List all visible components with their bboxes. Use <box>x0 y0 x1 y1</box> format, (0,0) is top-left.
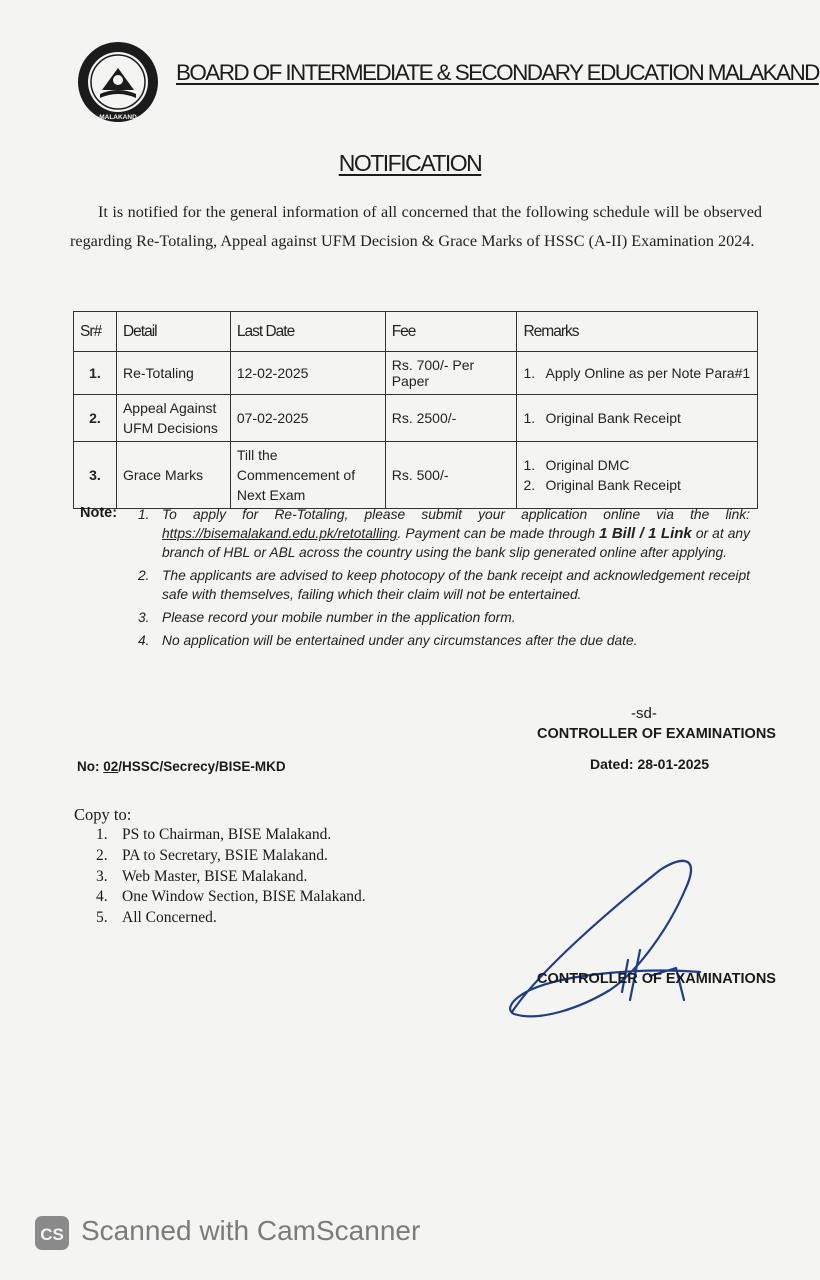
header-sr: Sr# <box>74 312 117 352</box>
remark-line: 1. Apply Online as per Note Para#1 <box>523 365 751 381</box>
cell-detail: Grace Marks <box>116 442 230 509</box>
cell-sr: 2. <box>74 395 117 442</box>
list-item: 5. All Concerned. <box>96 909 217 927</box>
table-row <box>74 395 758 442</box>
retotalling-link[interactable]: https://bisemalakand.edu.pk/retotalling <box>162 526 398 541</box>
note-label: Note: <box>80 505 118 521</box>
table-row <box>74 442 758 509</box>
remark-line: 2. Original Bank Receipt <box>523 477 681 493</box>
cell-fee: Rs. 700/- Per Paper <box>385 352 517 395</box>
copy-to-title: Copy to: <box>74 805 132 824</box>
cell-last-date: 12-02-2025 <box>230 352 385 395</box>
camscanner-logo-letters: CS <box>40 1225 64 1244</box>
dated-label: Dated: 28-01-2025 <box>590 756 710 772</box>
cell-detail: Appeal Against UFM Decisions <box>116 395 230 442</box>
reference-number: No: 02/HSSC/Secrecy/BISE-MKD <box>77 759 286 774</box>
controller-title-signed: CONTROLLER OF EXAMINATIONS <box>537 971 776 987</box>
table-row <box>74 352 758 395</box>
cell-sr: 1. <box>74 352 117 395</box>
header-detail: Detail <box>116 312 230 352</box>
list-item: 4. One Window Section, BISE Malakand. <box>96 888 366 906</box>
sd-mark: -sd- <box>631 705 657 722</box>
cell-remarks <box>517 395 758 442</box>
note-item: 3. Please record your mobile number in the application form. <box>138 610 516 625</box>
cell-last-date: 07-02-2025 <box>230 395 385 442</box>
list-item: 3. Web Master, BISE Malakand. <box>96 867 308 885</box>
copy-to-list <box>96 825 366 929</box>
seal-text: MALAKAND <box>99 114 137 121</box>
notes-list <box>138 505 750 654</box>
watermark-text: Scanned with CamScanner <box>81 1215 421 1246</box>
controller-title: CONTROLLER OF EXAMINATIONS <box>537 726 776 742</box>
remark-line: 1. Original Bank Receipt <box>523 410 681 426</box>
cell-fee: Rs. 500/- <box>385 442 517 509</box>
table-header-row <box>74 312 758 352</box>
camscanner-logo-icon <box>34 1215 70 1251</box>
note-item: 2. The applicants are advised to keep photocopy of the bank receipt and acknowledgement receipt safe with themselves, failing which their claim will not be entertained. <box>138 568 750 602</box>
bise-malakand-seal-icon <box>76 40 160 124</box>
header-remarks: Remarks <box>517 312 758 352</box>
organization-name: BOARD OF INTERMEDIATE & SECONDARY EDUCATION MALAKAND <box>176 60 819 85</box>
remark-line: 1. Original DMC <box>523 457 630 473</box>
note-item: 1. To apply for Re-Totaling, please submit your application online via the link: https://bisemalakand.edu.pk/retotalling. Payment can be made through 1 Bill / 1 Link or at any branch of HBL or ABL across the country using the bank slip generated online after applying. <box>138 507 750 560</box>
handwritten-signature-icon <box>500 850 730 1020</box>
cell-sr: 3. <box>74 442 117 509</box>
cell-remarks <box>517 442 758 509</box>
cell-detail: Re-Totaling <box>116 352 230 395</box>
header-last-date: Last Date <box>230 312 385 352</box>
cell-remarks <box>517 352 758 395</box>
header-fee: Fee <box>385 312 517 352</box>
list-item: 2. PA to Secretary, BSIE Malakand. <box>96 846 328 864</box>
intro-paragraph: It is notified for the general information of all concerned that the following schedule will be observed regarding Re-Totaling, Appeal against UFM Decision & Grace Marks of HSSC (A-II) Examination 2024. <box>70 203 762 250</box>
payment-channel: 1 Bill / 1 Link <box>599 525 692 542</box>
cell-fee: Rs. 2500/- <box>385 395 517 442</box>
list-item: 1. PS to Chairman, BISE Malakand. <box>96 826 332 843</box>
cell-last-date: Till the Commencement of Next Exam <box>230 442 385 509</box>
note-item: 4. No application will be entertained under any circumstances after the due date. <box>138 633 638 648</box>
document-title: NOTIFICATION <box>338 150 482 176</box>
schedule-table <box>73 311 758 509</box>
